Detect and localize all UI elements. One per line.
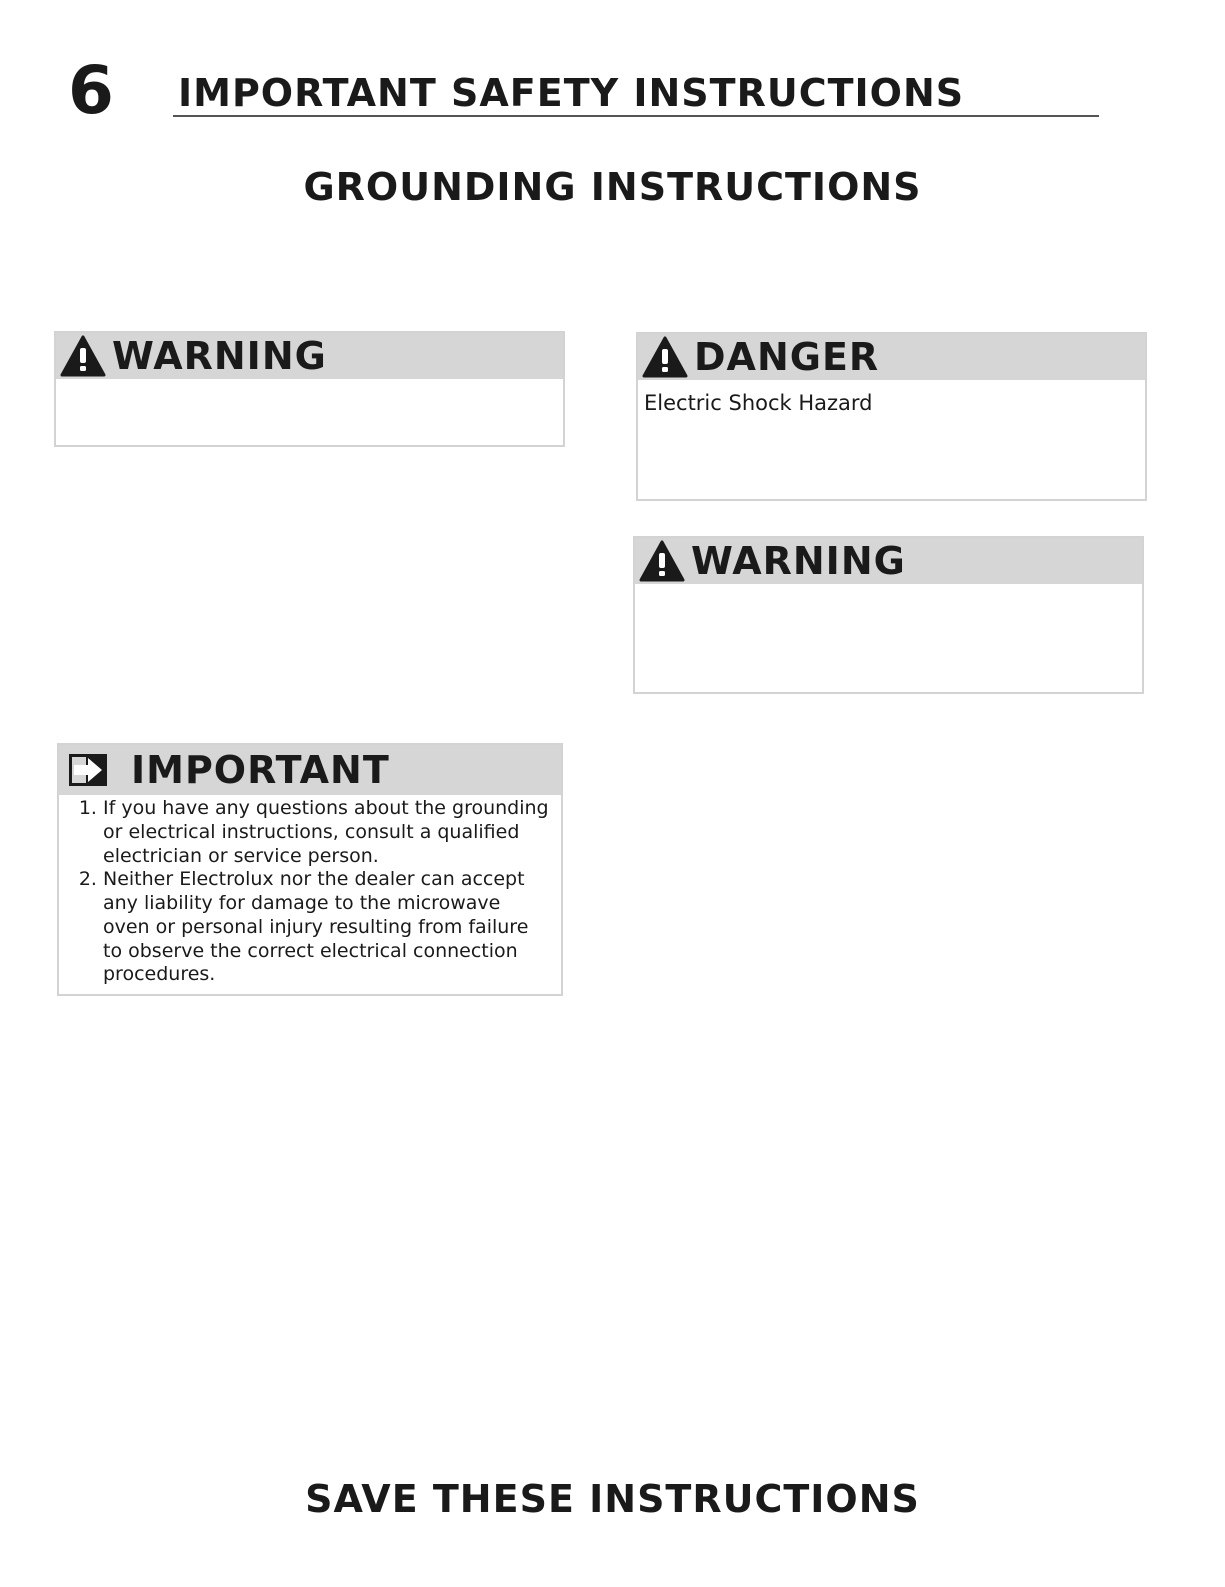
important-notice [57,743,563,996]
header-title: IMPORTANT SAFETY INSTRUCTIONS [178,71,965,115]
section-title: GROUNDING INSTRUCTIONS [303,165,922,209]
footer-title: SAVE THESE INSTRUCTIONS [305,1477,920,1521]
warning-body [635,584,1142,604]
important-body [59,795,561,993]
warning-label: WARNING [691,539,906,583]
important-notice-header [59,745,561,795]
header-rule [173,115,1099,117]
arrow-right-icon [65,749,111,791]
warning-label: WARNING [112,334,327,378]
warning-triangle-icon [60,335,106,377]
warning-triangle-icon [642,336,688,378]
warning-notice-header [635,538,1142,584]
list-item: 2. Neither Electrolux nor the dealer can accept any liability for damage to the microwave oven or personal injury resulting from failure to observe the correct electrical connection procedures. [103,868,551,987]
danger-label: DANGER [694,335,880,379]
warning-triangle-icon [639,540,685,582]
warning-notice-header [56,333,563,379]
warning-notice-2 [633,536,1144,694]
warning-notice-1 [54,331,565,447]
important-list [73,797,551,987]
list-item: 1. If you have any questions about the grounding or electrical instructions, consult a qualified electrician or service person. [103,797,551,868]
page-number: 6 [68,52,114,129]
warning-body [56,379,563,399]
danger-body: Electric Shock Hazard [644,391,873,415]
danger-notice [636,332,1147,501]
important-label: IMPORTANT [131,748,390,792]
danger-notice-header [638,334,1145,380]
